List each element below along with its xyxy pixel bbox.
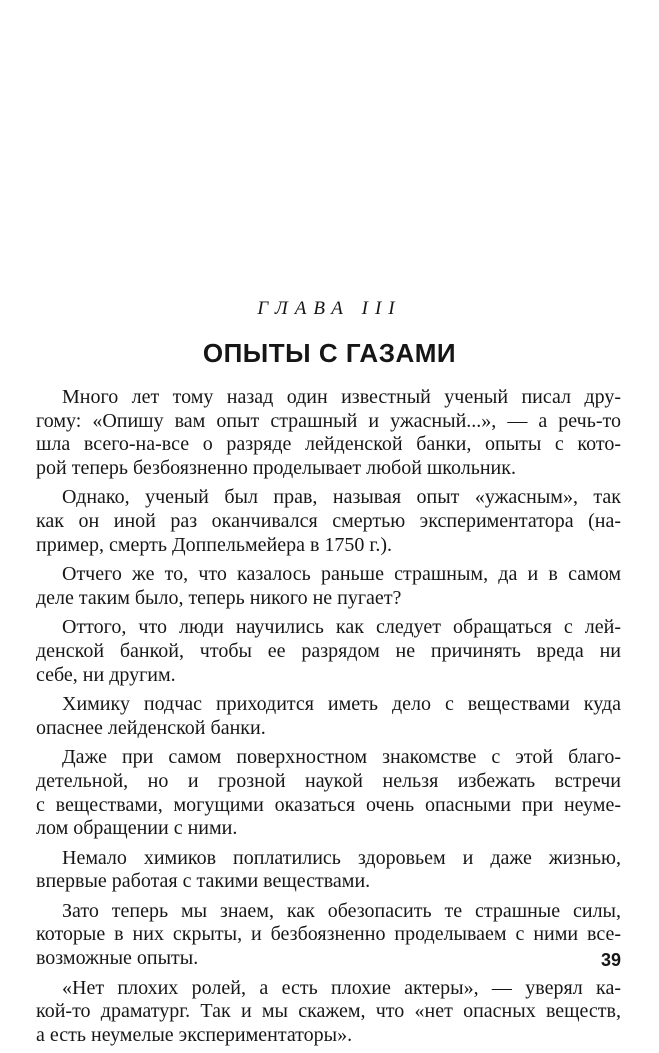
text-line: «Нет плохих ролей, а есть плохие актеры», — уверял ка- (62, 976, 621, 999)
text-line: Химику подчас приходится иметь дело с веществами куда (62, 693, 621, 716)
text-line: Отчего же то, что казалось раньше страшным, да и в самом (62, 563, 621, 586)
text-line: как он иной раз оканчивался смертью экспериментатора (на- (36, 509, 621, 532)
text-line: Однако, ученый был прав, называя опыт «ужасным», так (62, 486, 621, 509)
paragraph (36, 616, 621, 687)
text-line: Много лет тому назад один известный ученый писал дру- (62, 386, 621, 408)
text-line: деле таким было, теперь никого не пугает? (36, 586, 402, 609)
paragraph (36, 486, 621, 557)
text-line: которые в них скрыты, и безбоязненно проделываем с ними все- (36, 923, 621, 946)
paragraph (36, 563, 621, 610)
text-line: кой-то драматург. Так и мы скажем, что «нет опасных веществ, (36, 1000, 621, 1023)
paragraph (36, 847, 621, 894)
text-line: шла всего-на-все о разряде лейденской банки, опыты с кото- (36, 433, 621, 456)
text-line: а есть неумелые экспериментаторы». (36, 1023, 353, 1046)
chapter-title: ОПЫТЫ С ГАЗАМИ (202, 338, 457, 368)
body-text (36, 386, 621, 1053)
text-line: впервые работая с такими веществами. (36, 870, 371, 893)
text-line: с веществами, могущими оказаться очень опасными при неуме- (36, 793, 621, 816)
paragraph (36, 900, 621, 971)
text-line: денской банкой, чтобы ее разрядом не причинять вреда ни (36, 639, 621, 662)
paragraph (36, 977, 621, 1048)
text-line: опаснее лейденской банки. (36, 716, 266, 739)
text-line: пример, смерть Доппельмейера в 1750 г.). (36, 533, 393, 556)
text-line: детельной, но и грозной наукой нельзя избежать встречи (36, 769, 621, 792)
text-line: Зато теперь мы знаем, как обезопасить те страшные силы, (62, 899, 621, 922)
text-line: Немало химиков поплатились здоровьем и даже жизнью, (62, 846, 621, 869)
paragraph (36, 693, 621, 740)
paragraph (36, 386, 621, 480)
text-line: лом обращении с ними. (36, 817, 238, 840)
chapter-label: ГЛАВА III (257, 298, 402, 319)
page-number: 39 (600, 950, 621, 970)
paragraph (36, 746, 621, 840)
text-line: возможные опыты. (36, 947, 199, 970)
text-line: Даже при самом поверхностном знакомстве с этой благо- (62, 746, 621, 769)
text-line: себе, ни другим. (36, 663, 176, 686)
text-line: гому: «Опишу вам опыт страшный и ужасный...», — а речь-то (36, 409, 621, 432)
text-line: рой теперь безбоязненно проделывает любой школьник. (36, 456, 516, 479)
text-line: Оттого, что люди научились как следует обращаться с лей- (62, 616, 621, 639)
